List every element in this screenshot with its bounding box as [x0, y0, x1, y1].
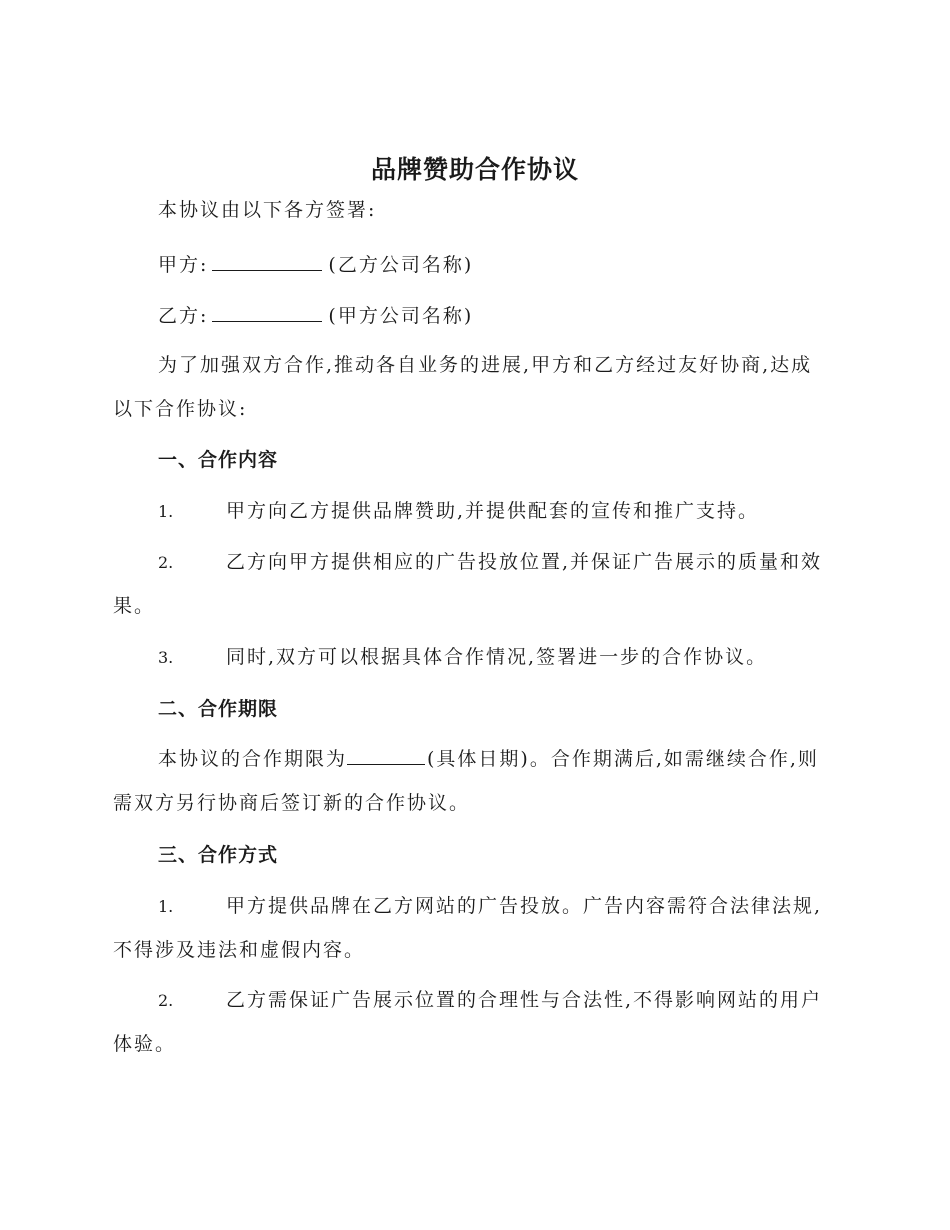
item-number: 3.: [158, 648, 174, 667]
party-b-note: (甲方公司名称): [328, 305, 474, 327]
party-b-blank: [212, 301, 322, 322]
intro-text: 本协议由以下各方签署:: [158, 199, 377, 221]
purpose-paragraph: 为了加强双方合作,推动各自业务的进展,甲方和乙方经过友好协商,达成以下合作协议:: [113, 354, 813, 420]
list-item: 甲方提供品牌在乙方网站的广告投放。广告内容需符合法律法规,不得涉及违法和虚假内容。: [113, 895, 823, 961]
list-item: 乙方向甲方提供相应的广告投放位置,并保证广告展示的质量和效果。: [113, 551, 823, 617]
section-heading-cooperation-period: 二、合作期限: [158, 698, 279, 720]
period-text-after: (具体日期)。合作期满后,如需继续合作,则需双方另行协商后签订新的合作协议。: [113, 748, 819, 814]
party-a-label: 甲方:: [158, 254, 209, 276]
period-date-blank: [347, 744, 425, 765]
party-a-note: (乙方公司名称): [328, 254, 474, 276]
party-a-line: [158, 250, 473, 277]
document-title: 品牌赞助合作协议: [370, 155, 579, 184]
party-b-label: 乙方:: [158, 305, 209, 327]
list-item: 乙方需保证广告展示位置的合理性与合法性,不得影响网站的用户体验。: [113, 989, 823, 1055]
party-a-blank: [212, 250, 322, 271]
section-heading-cooperation-content: 一、合作内容: [158, 449, 279, 471]
item-number: 2.: [158, 553, 174, 572]
item-number: 1.: [158, 897, 174, 916]
party-b-line: [158, 301, 473, 328]
period-paragraph: [113, 737, 833, 825]
section-heading-cooperation-method: 三、合作方式: [158, 844, 279, 866]
item-number: 2.: [158, 991, 174, 1010]
item-number: 1.: [158, 502, 174, 521]
list-item: 甲方向乙方提供品牌赞助,并提供配套的宣传和推广支持。: [226, 500, 760, 522]
period-text-before: 本协议的合作期限为: [158, 748, 348, 770]
list-item: 同时,双方可以根据具体合作情况,签署进一步的合作协议。: [226, 646, 768, 668]
